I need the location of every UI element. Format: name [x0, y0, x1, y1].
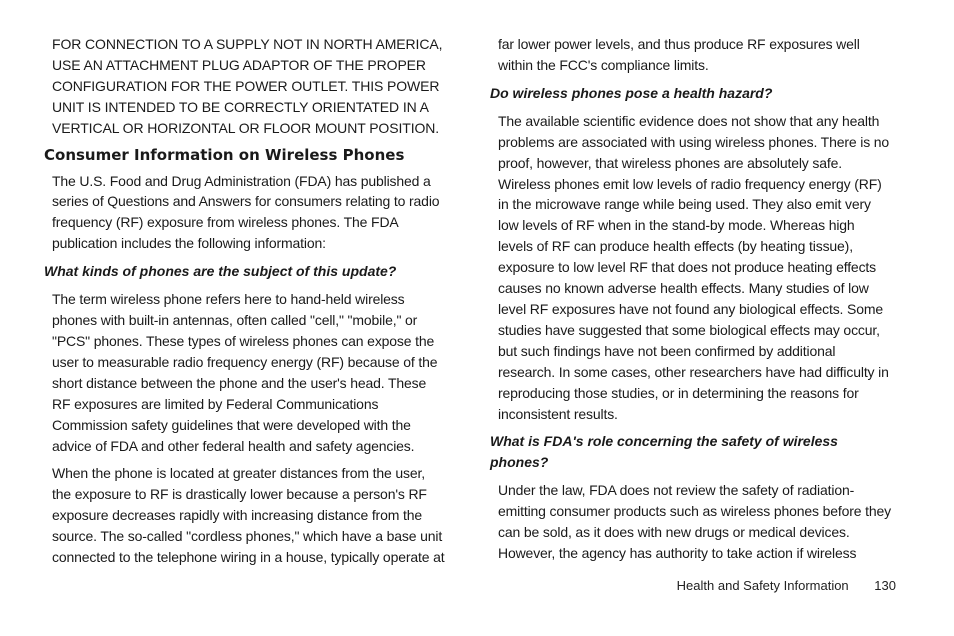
intro-paragraph: The U.S. Food and Drug Administration (FDA) has published a series of Questions and Answers for consumers relating to radio frequency (RF) exposure from wireless phones. The FDA publication includes the following information:	[52, 172, 440, 252]
power-unit-caps-paragraph: FOR CONNECTION TO A SUPPLY NOT IN NORTH AMERICA, USE AN ATTACHMENT PLUG ADAPTOR OF THE PROPER CONFIGURATION FOR THE POWER OUTLET. THIS POWER UNIT IS INTENDED TO BE CORRECTLY ORIENTATED IN A VERTICAL OR HORIZONTAL OR FLOOR MOUNT POSITION.	[52, 36, 443, 136]
footer-section-title: Health and Safety Information	[676, 578, 849, 593]
question-health-hazard: Do wireless phones pose a health hazard?	[490, 84, 773, 101]
question-fda-role: What is FDA's role concerning the safety of wireless phones?	[490, 433, 838, 471]
answer-health-hazard: The available scientific evidence does not show that any health problems are associated with using wireless phones. There is no proof, however, that wireless phones are absolutely safe. Wireless phones emit low levels of radio frequency energy (RF) in the microwave range while being used. They also emit very low levels of RF when in the stand-by mode. Whereas high levels of RF can produce health effects (by heating tissue), exposure to low level RF that does not produce heating effects causes no known adverse health effects. Many studies of low level RF exposures have not found any biological effects. Some studies have suggested that some biological effects may occur, but such findings have not been confirmed by additional research. In some cases, other researchers have had difficulty in reproducing those studies, or in determining the reasons for inconsistent results.	[498, 112, 890, 422]
answer-phone-types-paragraph-2: When the phone is located at greater distances from the user, the exposure to RF is drastically lower because a person's RF exposure decreases rapidly with increasing distance from the source. The so-called "cordless phones," which have a base unit connected to the telephone wiring in a house, typically operate at	[52, 465, 445, 566]
page-footer	[677, 578, 896, 593]
continuation-paragraph: far lower power levels, and thus produce RF exposures well within the FCC's compliance limits.	[498, 36, 860, 73]
question-phone-types: What kinds of phones are the subject of this update?	[44, 263, 397, 280]
right-column	[490, 34, 892, 564]
answer-fda-role: Under the law, FDA does not review the safety of radiation-emitting consumer products such as wireless phones before they can be sold, as it does with new drugs or medical devices. However, the agency has authority to take action if wireless	[498, 482, 892, 562]
page-number: 130	[874, 578, 896, 593]
left-column	[44, 34, 446, 568]
answer-phone-types-paragraph-1: The term wireless phone refers here to hand-held wireless phones with built-in antennas, often called "cell," "mobile," or "PCS" phones. These types of wireless phones can expose the user to measurable radio frequency energy (RF) because of the short distance between the phone and the user's head. These RF exposures are limited by Federal Communications Commission safety guidelines that were developed with the advice of FDA and other federal health and safety agencies.	[52, 291, 438, 454]
section-heading: Consumer Information on Wireless Phones	[44, 145, 405, 164]
